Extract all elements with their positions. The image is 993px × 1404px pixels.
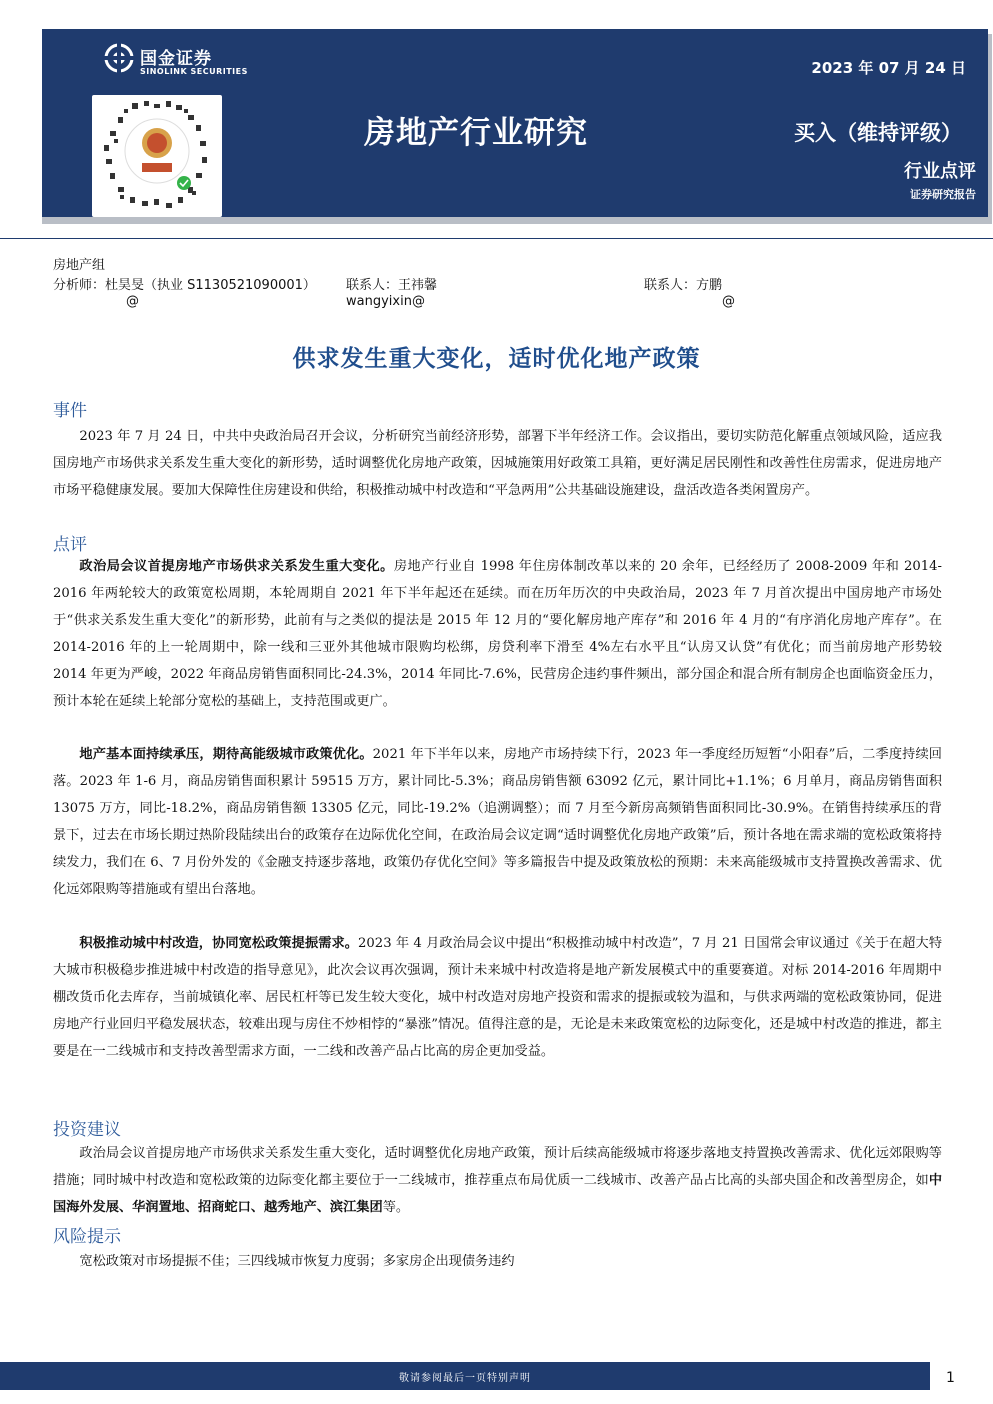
qr-code-icon [92,95,222,217]
comment-paragraph-3-lead: 积极推动城中村改造，协同宽松政策提振需求。 [79,936,359,951]
risk-paragraph: 宽松政策对市场提振不佳；三四线城市恢复力度弱；多家房企出现债务违约 [79,1254,515,1269]
brand-logo-icon [104,43,134,73]
comment-paragraph-1 [53,553,942,715]
header-banner [42,29,988,217]
doc-title: 供求发生重大变化，适时优化地产政策 [292,346,701,372]
rating: 买入（维持评级） [794,121,962,145]
comment-paragraph-1-body: 房地产行业自 1998 年住房体制改革以来的 20 余年，已经经历了 2008-2009 年和 2014-2016 年两轮较大的政策宽松周期，本轮周期自 2021 年下半年起还在延续。而在历年历次的中央政治局，2023 年 7 月首次提出中国房地产市场处于“供求关系发生重大变化”的新形势，此前有与之类似的提法是 2015 年 12 月的“要化解房地产库存”和 2016 年 4 月的“有序消化房地产库存”。在 2014-2016 年的上一轮周期中，除一线和三亚外其他城市限购均松绑，房贷利率下滑至 4%左右水平且“认房又认贷”有优化；而当前房地产形势较 2014 年更为严峻，2022 年商品房销售面积同比-24.3%，2014 年同比-7.6%，民营房企违约事件频出，部分国企和混合所有制房企也面临资金压力，预计本轮在延续上轮部分宽松的基础上，支持范围或更广。 [53,559,943,709]
analyst-line: 分析师：杜昊旻（执业 S1130521090001） [53,278,316,293]
contact-1: 联系人：王祎馨 [346,278,438,293]
report-date: 2023 年 07 月 24 日 [811,59,966,77]
section-heading-risk: 风险提示 [53,1227,121,1247]
contact-1-email[interactable]: wangyixin@ [346,294,425,309]
brand-name-cn: 国金证券 [140,49,212,69]
report-type: 行业点评 [904,161,976,182]
analyst-email[interactable]: @ [126,294,139,309]
analyst-group: 房地产组 [53,258,106,273]
section-heading-comment: 点评 [53,535,87,555]
header-rule [0,238,993,239]
comment-paragraph-3 [53,930,942,1065]
section-heading-event: 事件 [53,401,87,421]
recommended-stocks: 中国海外发展、华润置地、招商蛇口、越秀地产、滨江集团 [53,1173,942,1215]
advice-paragraph-tail: 等。 [382,1200,410,1215]
report-subtype: 证券研究报告 [910,188,976,201]
page-number: 1 [946,1370,955,1386]
comment-paragraph-3-body: 2023 年 4 月政治局会议中提出“积极推动城中村改造”，7 月 21 日国常会审议通过《关于在超大特大城市积极稳步推进城中村改造的指导意见》，此次会议再次强调，预计未来城中村改造将是地产新发展模式中的重要赛道。对标 2014-2016 年周期中棚改货币化去库存，当前城镇化率、居民杠杆等已发生较大变化，城中村改造对房地产投资和需求的提振或较为温和，与供求两端的宽松政策协同，促进房地产行业回归平稳发展状态，较难出现与房住不炒相悖的“暴涨”情况。值得注意的是，无论是未来政策宽松的边际变化，还是城中村改造的推进，都主要是在一二线城市和支持改善型需求方面，一二线和改善产品占比高的房企更加受益。 [53,936,942,1059]
footer-note: 敬请参阅最后一页特别声明 [399,1373,531,1384]
advice-paragraph-body: 政治局会议首提房地产市场供求关系发生重大变化，适时调整优化房地产政策，预计后续高能级城市将逐步落地支持置换改善需求、优化远郊限购等措施；同时城中村改造和宽松政策的边际变化都主要位于一二线城市，推荐重点布局优质一二线城市、改善产品占比高的头部央国企和改善型房企，如 [53,1146,942,1188]
event-paragraph: 2023 年 7 月 24 日，中共中央政治局召开会议，分析研究当前经济形势，部署下半年经济工作。会议指出，要切实防范化解重点领域风险，适应我国房地产市场供求关系发生重大变化的新形势，适时调整优化房地产政策，因城施策用好政策工具箱，更好满足居民刚性和改善性住房需求，促进房地产市场平稳健康发展。要加大保障性住房建设和供给，积极推动城中村改造和“平急两用”公共基础设施建设，盘活改造各类闲置房产。 [53,429,942,498]
report-title: 房地产行业研究 [364,115,588,151]
brand [104,43,254,83]
comment-paragraph-2-lead: 地产基本面持续承压，期待高能级城市政策优化。 [79,747,373,762]
comment-paragraph-1-lead: 政治局会议首提房地产市场供求关系发生重大变化。 [79,559,394,574]
advice-paragraph [53,1140,942,1221]
contact-2: 联系人：方鹏 [644,278,723,293]
brand-name-en: SINOLINK SECURITIES [140,67,248,76]
comment-paragraph-2-body: 2021 年下半年以来，房地产市场持续下行，2023 年一季度经历短暂“小阳春”后，二季度持续回落。2023 年 1-6 月，商品房销售面积累计 59515 万方，累计同比-5.3%；商品房销售额 63092 亿元，累计同比+1.1%；6 月单月，商品房销售面积 13075 万方，同比-18.2%，商品房销售额 13305 亿元，同比-19.2%（追溯调整）；而 7 月至今新房高频销售面积同比-30.9%。在销售持续承压的背景下，过去在市场长期过热阶段陆续出台的政策存在边际优化空间，在政治局会议定调“适时调整优化房地产政策”后，预计各地在需求端的宽松政策将持续发力，我们在 6、7 月份外发的《金融支持逐步落地，政策仍存优化空间》等多篇报告中提及政策放松的预期：未来高能级城市支持置换改善需求、优化远郊限购等措施或有望出台落地。 [53,747,942,897]
contact-2-email[interactable]: @ [722,294,735,309]
comment-paragraph-2 [53,741,942,903]
section-heading-advice: 投资建议 [53,1120,121,1140]
